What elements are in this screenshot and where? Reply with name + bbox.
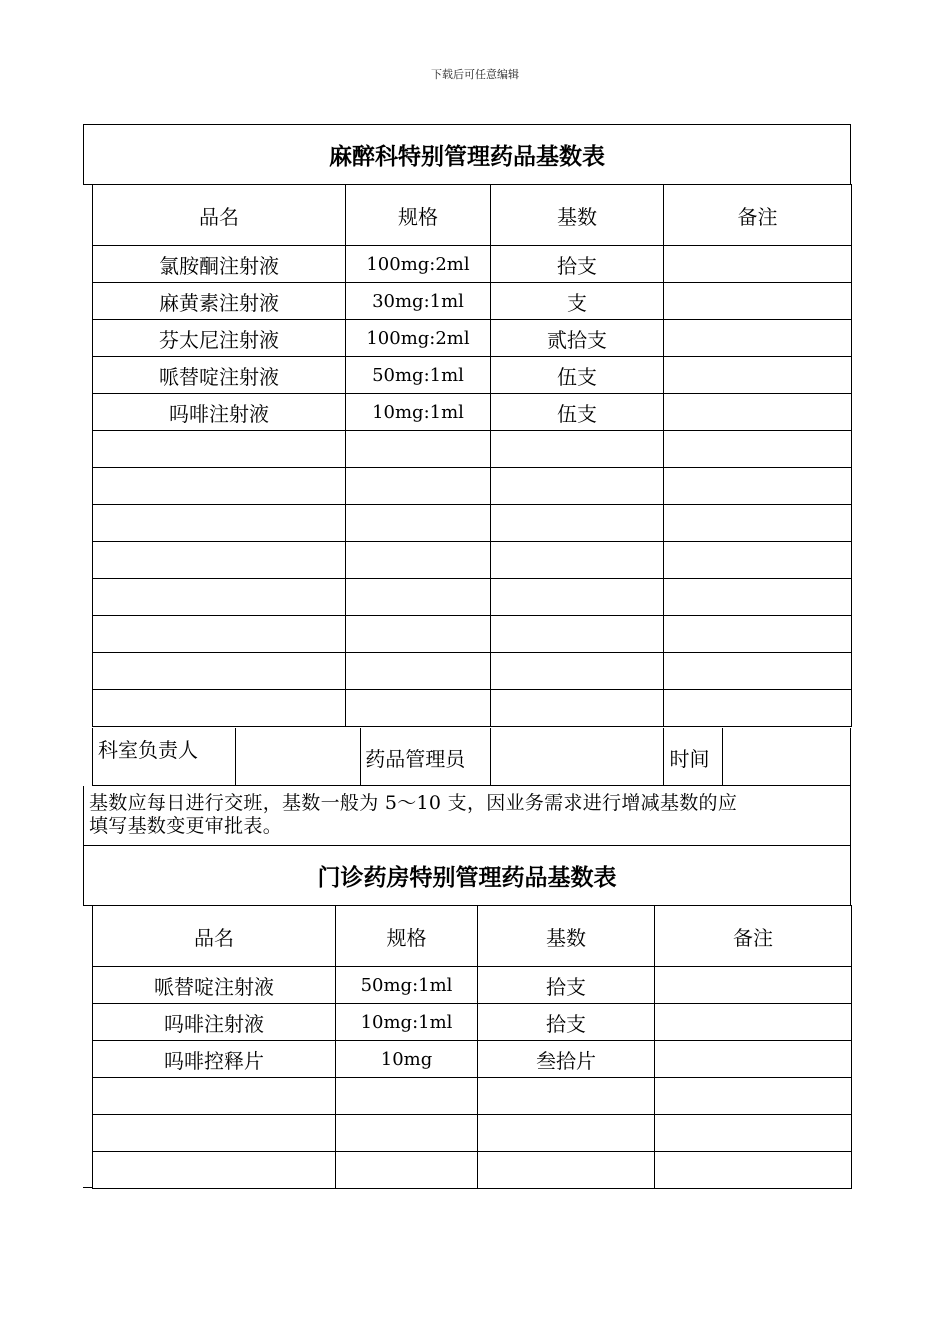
base-count-cell: 拾支: [491, 246, 664, 283]
spec-cell: [346, 505, 491, 542]
drug-name-cell: [93, 1152, 336, 1189]
spec-cell: 100mg:2ml: [346, 320, 491, 357]
table-row: [93, 1152, 852, 1189]
spec-cell: [336, 1115, 478, 1152]
spec-cell: [346, 468, 491, 505]
column-header: 备注: [664, 185, 852, 246]
remark-cell: [664, 542, 852, 579]
base-count-cell: [478, 1078, 655, 1115]
table-row: [93, 542, 852, 579]
base-count-cell: [491, 690, 664, 727]
spec-cell: 10mg:1ml: [336, 1004, 478, 1041]
remark-cell: [655, 1041, 852, 1078]
drug-name-cell: [93, 431, 346, 468]
spec-cell: [346, 542, 491, 579]
section1-title: 麻醉科特别管理药品基数表: [83, 124, 851, 185]
remark-cell: [655, 1152, 852, 1189]
remark-cell: [655, 1004, 852, 1041]
base-count-cell: 伍支: [491, 394, 664, 431]
remark-cell: [655, 967, 852, 1004]
base-count-cell: [478, 1152, 655, 1189]
dept-head-value[interactable]: [236, 728, 362, 785]
column-header: 规格: [336, 906, 478, 967]
table-row: [93, 690, 852, 727]
remark-cell: [664, 616, 852, 653]
dept-head-label: 科室负责人: [93, 728, 236, 785]
base-count-cell: 拾支: [478, 967, 655, 1004]
table-row: [93, 394, 852, 431]
header-row: [93, 906, 852, 967]
column-header: 规格: [346, 185, 491, 246]
spec-cell: [346, 579, 491, 616]
section2-title: 门诊药房特别管理药品基数表: [83, 845, 851, 906]
base-count-cell: [491, 505, 664, 542]
table-row: [93, 616, 852, 653]
drug-name-cell: 吗啡控释片: [93, 1041, 336, 1078]
drug-name-cell: [93, 579, 346, 616]
spec-cell: 10mg: [336, 1041, 478, 1078]
table-row: [93, 967, 852, 1004]
base-count-cell: 伍支: [491, 357, 664, 394]
drug-name-cell: [93, 653, 346, 690]
base-count-cell: [478, 1115, 655, 1152]
column-header: 基数: [491, 185, 664, 246]
note-line-1: 基数应每日进行交班，基数一般为 5～10 支，因业务需求进行增减基数的应: [89, 792, 738, 814]
manager-label: 药品管理员: [361, 728, 491, 785]
remark-cell: [655, 1115, 852, 1152]
time-label: 时间: [664, 728, 723, 785]
drug-name-cell: [93, 1078, 336, 1115]
base-count-cell: [491, 431, 664, 468]
drug-name-cell: 哌替啶注射液: [93, 967, 336, 1004]
spec-cell: 10mg:1ml: [346, 394, 491, 431]
remark-cell: [664, 394, 852, 431]
drug-name-cell: [93, 505, 346, 542]
remark-cell: [655, 1078, 852, 1115]
header-note: 下载后可任意编辑: [431, 68, 519, 81]
table-row: [93, 1115, 852, 1152]
drug-name-cell: [93, 690, 346, 727]
table-row: [93, 579, 852, 616]
drug-name-cell: 芬太尼注射液: [93, 320, 346, 357]
base-count-cell: [491, 579, 664, 616]
column-header: 基数: [478, 906, 655, 967]
spec-cell: [346, 690, 491, 727]
spec-cell: 50mg:1ml: [336, 967, 478, 1004]
drug-name-cell: 哌替啶注射液: [93, 357, 346, 394]
note-line-2: 填写基数变更审批表。: [89, 815, 283, 837]
drug-name-cell: [93, 1115, 336, 1152]
column-header: 备注: [655, 906, 852, 967]
table-row: [93, 1041, 852, 1078]
remark-cell: [664, 505, 852, 542]
spec-cell: [346, 653, 491, 690]
table-row: [93, 431, 852, 468]
table-row: [93, 246, 852, 283]
drug-name-cell: [93, 468, 346, 505]
base-count-cell: [491, 616, 664, 653]
spec-cell: [336, 1078, 478, 1115]
drug-name-cell: [93, 616, 346, 653]
drug-name-cell: 吗啡注射液: [93, 1004, 336, 1041]
manager-value[interactable]: [491, 728, 665, 785]
table-row: [93, 357, 852, 394]
remark-cell: [664, 579, 852, 616]
column-header: 品名: [93, 185, 346, 246]
drug-name-cell: [93, 542, 346, 579]
section1-sign-row: [92, 728, 851, 786]
base-count-cell: [491, 653, 664, 690]
drug-name-cell: 麻黄素注射液: [93, 283, 346, 320]
base-count-cell: 叁拾片: [478, 1041, 655, 1078]
remark-cell: [664, 468, 852, 505]
section2-table: [92, 905, 852, 1189]
remark-cell: [664, 320, 852, 357]
table-row: [93, 283, 852, 320]
header-row: [93, 185, 852, 246]
column-header: 品名: [93, 906, 336, 967]
remark-cell: [664, 283, 852, 320]
remark-cell: [664, 431, 852, 468]
remark-cell: [664, 653, 852, 690]
drug-name-cell: 氯胺酮注射液: [93, 246, 346, 283]
table-row: [93, 1078, 852, 1115]
table-row: [93, 1004, 852, 1041]
section2-bottom-stub: [83, 1187, 93, 1188]
section1-table: [92, 184, 852, 727]
base-count-cell: 贰拾支: [491, 320, 664, 357]
base-count-cell: 支: [491, 283, 664, 320]
base-count-cell: [491, 468, 664, 505]
remark-cell: [664, 246, 852, 283]
table-row: [93, 468, 852, 505]
section1-note: [83, 786, 851, 846]
spec-cell: 100mg:2ml: [346, 246, 491, 283]
table-row: [93, 320, 852, 357]
spec-cell: 30mg:1ml: [346, 283, 491, 320]
remark-cell: [664, 357, 852, 394]
table-row: [93, 653, 852, 690]
time-value[interactable]: [723, 728, 850, 785]
spec-cell: 50mg:1ml: [346, 357, 491, 394]
table-row: [93, 505, 852, 542]
spec-cell: [336, 1152, 478, 1189]
spec-cell: [346, 431, 491, 468]
spec-cell: [346, 616, 491, 653]
base-count-cell: 拾支: [478, 1004, 655, 1041]
remark-cell: [664, 690, 852, 727]
base-count-cell: [491, 542, 664, 579]
drug-name-cell: 吗啡注射液: [93, 394, 346, 431]
